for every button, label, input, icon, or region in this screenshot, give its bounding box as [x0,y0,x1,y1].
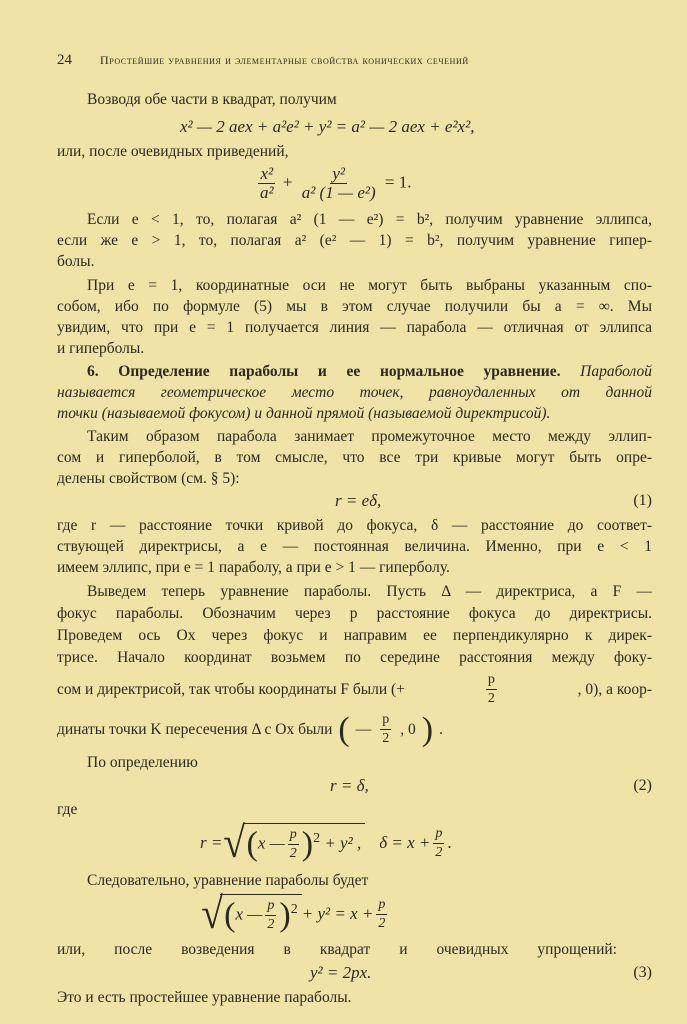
equation-number: (3) [633,964,652,981]
definition-line: называется геометрическое место точек, равноудаленных от данной [57,384,652,401]
definition-start: Параболой [580,363,652,380]
equation-parabola-radical: √ (x — $\frac{p}{2}$ )$^2$ + y² = x + $\frac{p}{2}$ [201,889,386,938]
paragraph-line: Проведем ось Ox через фокус и направим ее перпендикулярно к дирек- [57,627,652,644]
paragraph-line: ствующей директрисы, а e — постоянная величина. Именно, при e < 1 [57,538,652,555]
running-title: Простейшие уравнения и элементарные свойства конических сечений [100,53,469,67]
paragraph-line: увидим, что при e = 1 получается линия — парабола — отличная от эллипса [57,319,652,336]
paragraph-line: где [57,801,78,818]
radical-sign: √ [223,818,246,867]
line-text: сом и директрисой, так чтобы координаты F были (+ [57,680,405,698]
paragraph-line: По определению [87,754,198,771]
fraction-denominator: 2 [267,917,275,932]
radical-sign: √ [201,889,223,938]
paragraph-line: или, после возведения в квадрат и очевидных упрощений: [57,941,617,958]
equation-distances: r = √ (x — $\frac{p}{2}$ )$^2$ + y² , δ = x + $\frac{p}{2}$ . [200,818,452,867]
fraction-numerator: y² [332,164,345,183]
paragraph-line: делены свойством (см. § 5): [57,470,240,487]
paragraph-line: Следовательно, уравнение параболы будет [87,872,369,889]
paragraph-line: Если e < 1, то, полагая a² (1 — e²) = b², получим уравнение эллипса, [87,211,652,228]
paragraph-line: При e = 1, координатные оси не могут быть выбраны указанным спо- [87,277,652,294]
fraction-denominator: a² [260,183,274,202]
equation-lhs: r = [200,833,223,852]
line-text: , 0 [400,720,416,738]
fraction-numerator: p [288,826,299,845]
line-text: , 0), а коор- [577,680,652,698]
paragraph-line: имеем эллипс, при e = 1 параболу, а при e > 1 — гиперболу. [57,559,450,576]
definition-line: точки (называемой фокусом) и данной прямой (называемой директрисой). [57,405,551,422]
fraction-denominator: 2 [382,731,390,746]
fraction-numerator: p [380,711,391,730]
paragraph-line: Возводя обе части в квадрат, получим [87,91,337,108]
paragraph-line: или, после очевидных приведений, [57,143,289,160]
paragraph-line [57,671,652,708]
term: x — [257,833,285,853]
equation-1: x² — 2 aex + a²e² + y² = a² — 2 aex + e²x², [180,117,475,136]
page-number: 24 [57,52,72,68]
paragraph-line: болы. [57,253,95,270]
minus-sign: — [355,720,372,738]
paragraph-line: если же e > 1, то, полагая a² (e² — 1) = b², получим уравнение гипер- [57,232,652,249]
fraction-numerator: p [486,671,497,690]
equation-parabola: y² = 2px. [310,963,372,982]
fraction-numerator: p [376,896,387,915]
fraction-numerator: p [433,825,444,844]
equation-ellipse [255,165,411,202]
section-heading-line [57,362,652,382]
paragraph-line: и гиперболы. [57,340,145,357]
fraction-denominator: 2 [289,846,297,861]
plus-sign: + [282,172,293,192]
fraction-denominator: 2 [435,844,443,860]
paragraph-line: Выведем теперь уравнение параболы. Пусть Δ — директриса, а F — [87,583,652,600]
delta-expression: δ = x + [379,833,431,852]
right-paren: ) [421,710,434,748]
fraction-denominator: a² (1 — e²) [301,183,376,202]
term: + y² = x + [301,904,374,923]
paragraph-line: собом, ибо по формуле (5) мы в этом случае получили бы a = ∞. Мы [57,298,652,315]
paragraph-line: сом и гиперболой, в том смысле, что все три кривые могут быть опре- [57,449,652,466]
term: x — [235,904,263,924]
paragraph-line [57,711,652,748]
equation-rhs: = 1. [384,172,412,192]
paragraph-line: фокус параболы. Обозначим через p расстояние фокуса до директрисы. [57,605,652,622]
equation-definition: r = δ, [330,776,369,795]
left-paren: ( [338,710,350,748]
paragraph-line: Таким образом парабола занимает промежуточное место между эллип- [87,428,652,445]
paragraph-line: Это и есть простейшее уравнение параболы. [57,989,352,1006]
fraction-numerator: p [265,897,276,916]
equation-number: (2) [633,777,652,794]
equation-number: (1) [633,492,652,509]
fraction-denominator: 2 [378,915,386,931]
equation-eccentricity: r = eδ, [335,491,382,510]
paragraph-line: трисе. Начало координат возьмем по середине расстояния между фоку- [57,649,652,666]
fraction-numerator: x² [260,164,274,183]
fraction-denominator: 2 [487,691,495,706]
line-text: динаты точки K пересечения Δ с Ox были [57,720,333,738]
term: + y² , [324,833,362,853]
period: . [439,720,443,738]
paragraph-line: где r — расстояние точки кривой до фокуса, δ — расстояние до соответ- [57,517,652,534]
running-header [57,52,652,69]
section-heading: 6. Определение параболы и ее нормальное уравнение. [87,363,561,380]
